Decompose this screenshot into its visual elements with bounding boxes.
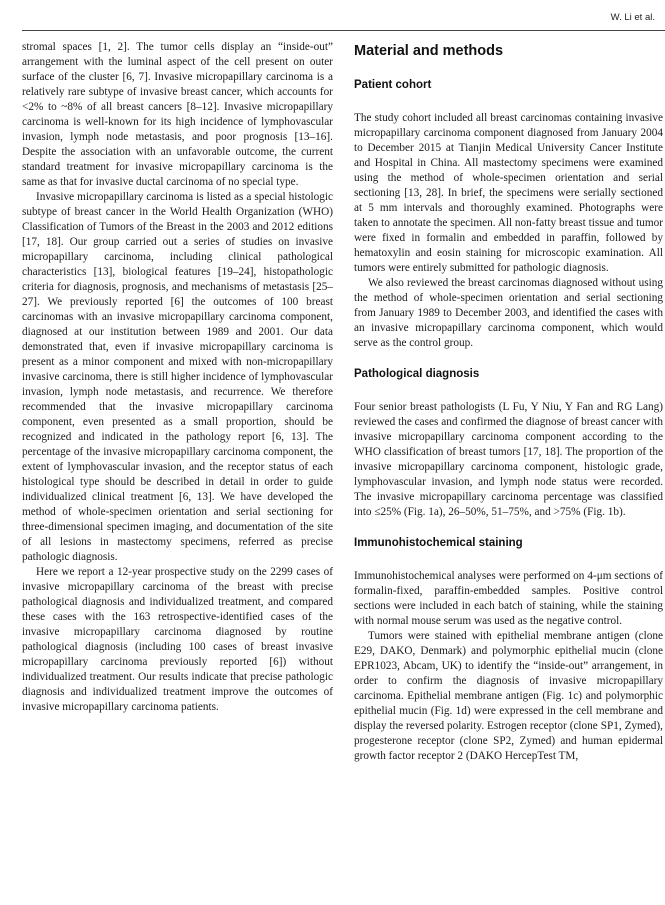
left-column (22, 40, 333, 899)
right-column (354, 40, 663, 899)
header-rule (22, 30, 665, 31)
body-paragraph: We also reviewed the breast carcinomas diagnosed without using the method of whole-specimen orientation and serial sectioning from January 1989 to December 2003, and identified the cases with an invasive micropapillary carcinoma component, which would serve as the control group. (354, 277, 663, 349)
subsection-heading: Immunohistochemical staining (354, 537, 523, 549)
body-paragraph: Four senior breast pathologists (L Fu, Y Niu, Y Fan and RG Lang) reviewed the cases and confirmed the diagnose of breast cancer with invasive micropapillary carcinoma component according to the WHO classification of breast tumors [17, 18]. The proportion of the invasive micropapillary carcinoma component, histologic grade, lymphovascular invasion, and lymph node status were recorded. The invasive micropapillary carcinoma percentage was classified into ≤25% (Fig. 1a), 26–50%, 51–75%, and >75% (Fig. 1b). (354, 401, 663, 518)
body-paragraph: Here we report a 12-year prospective study on the 2299 cases of invasive micropapillary carcinoma of the breast with precise pathological diagnosis and individualized treatment, and compared these cases with the 163 retrospective-identified cases of the invasive micropapillary carcinoma diagnosed by routine pathological diagnosis (including 100 cases of breast invasive micropapillary carcinoma previously reported [6]) without individualized treatment. Our results indicate that precise pathologic diagnosis and individualized treatment improve the outcomes of invasive micropapillary carcinoma patients. (22, 566, 333, 713)
running-head: W. Li et al. (610, 12, 655, 23)
subsection-heading: Pathological diagnosis (354, 368, 480, 380)
body-paragraph: stromal spaces [1, 2]. The tumor cells display an “inside-out” arrangement with the luminal aspect of the cell present on outer surface of the cluster [6, 7]. Invasive micropapillary carcinoma is a relatively rare subtype of invasive breast cancer, which accounts for <2% to ~8% of all breast cancers [8–12]. Invasive micropapillary carcinoma is well-known for its high incidence of lymphovascular invasion, lymph node metastasis, and poor prognosis [13–16]. Despite the association with an unfavorable outcome, the current standard treatment for invasive micropapillary carcinoma is the same as that for invasive ductal carcinoma of no special type. (22, 41, 333, 188)
body-paragraph: Immunohistochemical analyses were performed on 4-μm sections of formalin-fixed, paraffin-embedded samples. Positive control sections were included in each batch of staining, while the staining with normal mouse serum was used as the negative control. (354, 570, 663, 627)
body-paragraph: Invasive micropapillary carcinoma is listed as a special histologic subtype of breast cancer in the World Health Organization (WHO) Classification of Tumors of the Breast in the 2003 and 2012 editions [17, 18]. Our group carried out a series of studies on invasive micropapillary carcinoma, including clinical pathological characteristics [13], biological features [19–24], histopathologic criteria for diagnosis, prognosis, and mechanisms of metastasis [25–27]. We previously reported [6] the outcomes of 100 breast carcinomas with an invasive micropapillary carcinoma component, diagnosed at our institution between 1989 and 2001. Our data demonstrated that, even if invasive micropapillary carcinoma is present as a minor component and mixed with non-micropapillary invasive carcinoma, there is still higher incidence of lymphovascular invasion, lymph node metastasis, and recurrence. We therefore recommended that the invasive micropapillary carcinoma component, even presented as a small proportion, should be recognized and indicated in the pathology report [6, 13]. The percentage of the invasive micropapillary carcinoma component, the extent of lymphovascular invasion, and the receptor status of each histological type should be described in detail in order to guide individualized clinical treatment [6, 13]. We have developed the method of whole-specimen orientation and serial sectioning for three-dimensional specimen imaging, and documentation of the site of all lesions in mastectomy specimens, referred as precise pathologic diagnosis. (22, 191, 333, 563)
subsection-heading: Patient cohort (354, 79, 432, 91)
body-paragraph: The study cohort included all breast carcinomas containing invasive micropapillary carcinoma component diagnosed from January 2004 to December 2015 at Tianjin Medical University Cancer Institute and Hospital in China. All mastectomy specimens were examined using the method of whole-specimen orientation and serial sectioning [13, 28]. In brief, the specimens were serially sectioned at 5 mm intervals and thoroughly examined. Photographs were taken to annotate the specimen. All non-fatty breast tissue and tumor were fixed in formalin and embedded in paraffin, followed by hematoxylin and eosin staining for microscopic examination. All tumors were entirely submitted for pathologic diagnosis. (354, 112, 663, 274)
section-heading: Material and methods (354, 43, 504, 59)
body-paragraph: Tumors were stained with epithelial membrane antigen (clone E29, DAKO, Denmark) and polymorphic epithelial mucin (clone EPR1023, Abcam, UK) to identify the “inside-out” arrangement, in order to confirm the diagnosis of invasive micropapillary carcinoma. Epithelial membrane antigen (Fig. 1c) and polymorphic epithelial mucin (Fig. 1d) were expressed in the cell membrane and display the reversed polarity. Estrogen receptor (clone SP1, Zymed), progesterone receptor (clone SP2, Zymed) and human epidermal growth factor receptor 2 (DAKO HercepTest TM, (354, 630, 663, 762)
spacer (354, 351, 663, 367)
spacer (354, 520, 663, 536)
